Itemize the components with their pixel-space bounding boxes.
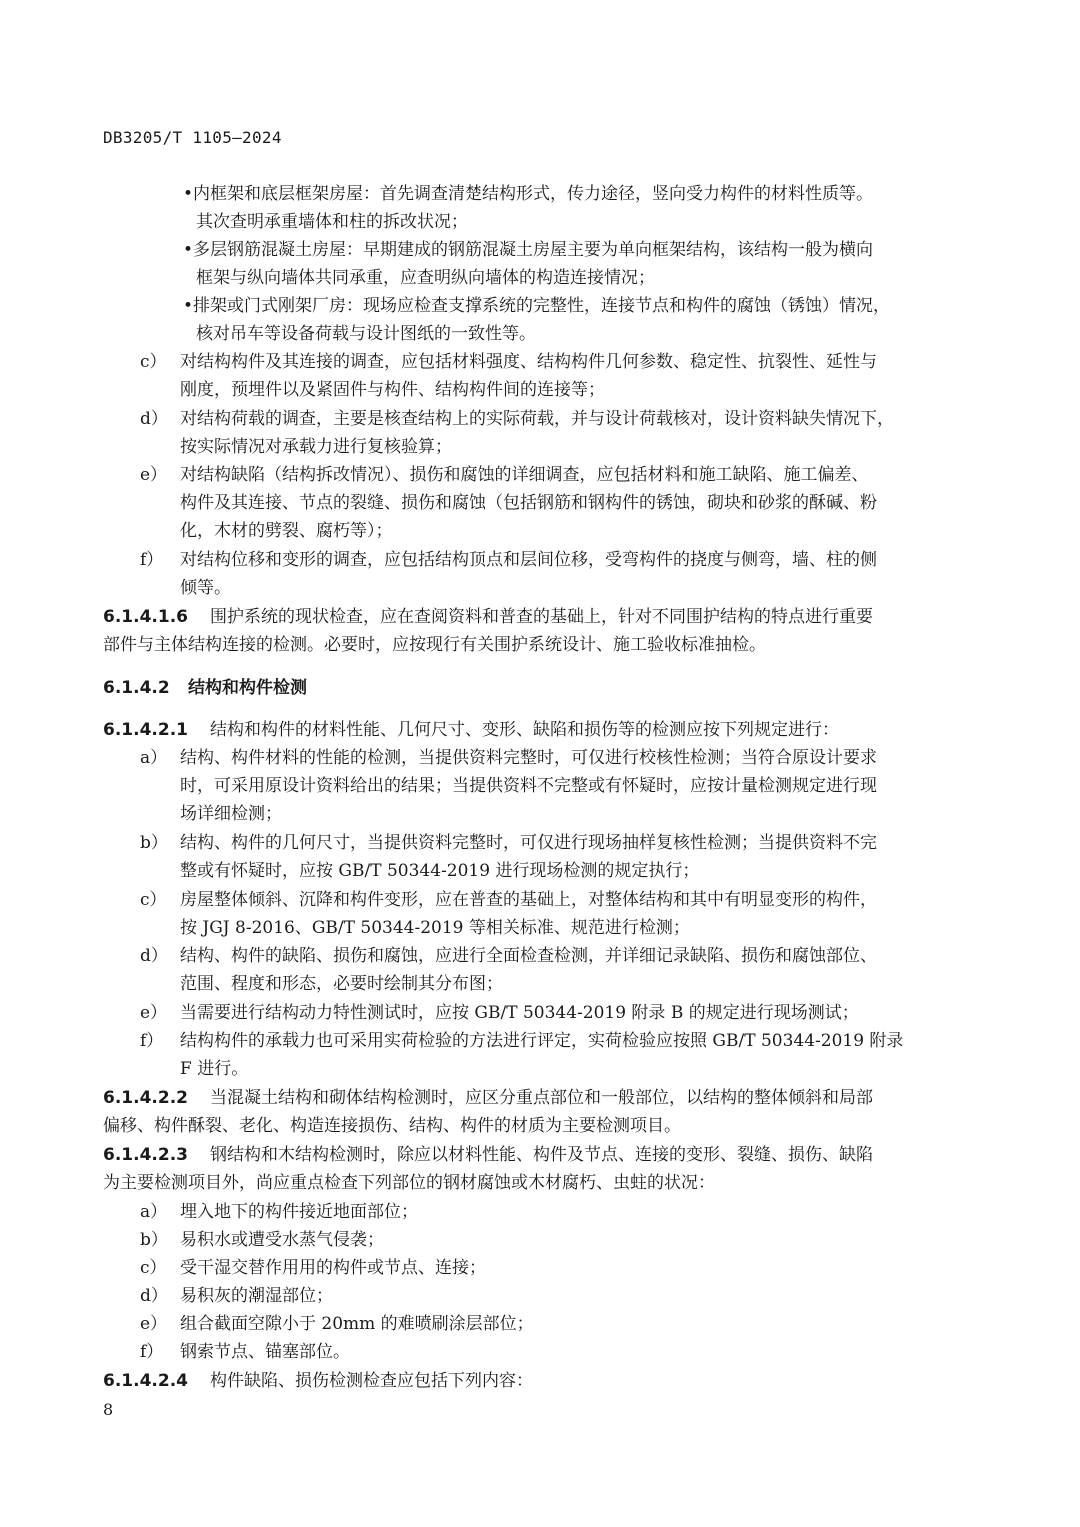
list-marker: f） xyxy=(140,550,164,570)
list-marker: c） xyxy=(140,890,167,910)
section-title: 结构和构件检测 xyxy=(188,678,307,698)
list-item-line: 整或有怀疑时，应按 GB/T 50344-2019 进行现场检测的规定执行； xyxy=(180,861,700,881)
clause-number: 6.1.4.2.2 xyxy=(103,1088,188,1108)
list-marker: d） xyxy=(140,946,168,966)
list-marker: d） xyxy=(140,1286,168,1306)
list-marker: e） xyxy=(140,1003,168,1023)
list-item-line: F 进行。 xyxy=(180,1059,249,1079)
list-item-line: 对结构荷载的调查，主要是核查结构上的实际荷载，并与设计荷载核对，设计资料缺失情况下， xyxy=(180,409,894,429)
list-marker: f） xyxy=(140,1031,164,1051)
bullet-1-line-2: 其次查明承重墙体和柱的拆改状况； xyxy=(196,212,468,232)
list-item-line: 钢索节点、锚塞部位。 xyxy=(180,1342,350,1362)
document-id-header: DB3205/T 1105—2024 xyxy=(103,128,282,147)
clause-text: 结构和构件的材料性能、几何尺寸、变形、缺陷和损伤等的检测应按下列规定进行： xyxy=(210,720,839,740)
clause-number: 6.1.4.2.1 xyxy=(103,720,188,740)
list-item-line: 对结构缺陷（结构拆改情况）、损伤和腐蚀的详细调查，应包括材料和施工缺陷、施工偏差、 xyxy=(180,465,869,485)
list-item-line: 当需要进行结构动力特性测试时，应按 GB/T 50344-2019 附录 B 的规定进行现场测试； xyxy=(180,1003,859,1023)
bullet-3-line-1: •排架或门式刚架厂房：现场应检查支撑系统的完整性，连接节点和构件的腐蚀（锈蚀）情况， xyxy=(183,296,891,316)
list-item-line: 结构、构件的缺陷、损伤和腐蚀，应进行全面检查检测，并详细记录缺陷、损伤和腐蚀部位、 xyxy=(180,946,877,966)
list-marker: b） xyxy=(140,833,168,853)
list-item-line: 化，木材的劈裂、腐朽等）； xyxy=(180,521,393,541)
list-marker: f） xyxy=(140,1342,164,1362)
list-item-line: 按 JGJ 8-2016、GB/T 50344-2019 等相关标准、规范进行检测； xyxy=(180,918,690,938)
list-item-line: 组合截面空隙小于 20mm 的难喷刷涂层部位； xyxy=(180,1314,534,1334)
list-marker: c） xyxy=(140,1258,167,1278)
section-number: 6.1.4.2 xyxy=(103,678,170,698)
bullet-2-line-2: 框架与纵向墙体共同承重，应查明纵向墙体的构造连接情况； xyxy=(196,268,655,288)
list-item-line: 结构、构件材料的性能的检测，当提供资料完整时，可仅进行校核性检测；当符合原设计要求 xyxy=(180,748,877,768)
list-item-line: 范围、程度和形态，必要时绘制其分布图； xyxy=(180,974,503,994)
page-number: 8 xyxy=(103,1400,114,1419)
list-item-line: 按实际情况对承载力进行复核验算； xyxy=(180,437,452,457)
bullet-1-line-1: •内框架和底层框架房屋：首先调查清楚结构形式，传力途径，竖向受力构件的材料性质等。 xyxy=(183,184,874,204)
list-item-line: 时，可采用原设计资料给出的结果；当提供资料不完整或有怀疑时，应按计量检测规定进行现 xyxy=(180,776,877,796)
clause-text: 部件与主体结构连接的检测。必要时，应按现行有关围护系统设计、施工验收标准抽检。 xyxy=(103,635,766,655)
clause-text: 构件缺陷、损伤检测检查应包括下列内容： xyxy=(210,1371,533,1391)
list-item-line: 倾等。 xyxy=(180,578,231,598)
clause-number: 6.1.4.2.4 xyxy=(103,1371,188,1391)
list-item-line: 对结构位移和变形的调查，应包括结构顶点和层间位移，受弯构件的挠度与侧弯，墙、柱的侧 xyxy=(180,550,877,570)
list-item-line: 场详细检测； xyxy=(180,804,282,824)
list-marker: a） xyxy=(140,1202,168,1222)
list-marker: b） xyxy=(140,1230,168,1250)
clause-text: 为主要检测项目外，尚应重点检查下列部位的钢材腐蚀或木材腐朽、虫蛀的状况： xyxy=(103,1173,715,1193)
list-marker: c） xyxy=(140,352,167,372)
bullet-2-line-1: •多层钢筋混凝土房屋：早期建成的钢筋混凝土房屋主要为单向框架结构，该结构一般为横向 xyxy=(183,240,874,260)
list-item-line: 构件及其连接、节点的裂缝、损伤和腐蚀（包括钢筋和钢构件的锈蚀，砌块和砂浆的酥碱、粉 xyxy=(180,493,877,513)
clause-number: 6.1.4.2.3 xyxy=(103,1145,188,1165)
list-item-line: 易积水或遭受水蒸气侵袭； xyxy=(180,1230,384,1250)
list-item-line: 对结构构件及其连接的调查，应包括材料强度、结构构件几何参数、稳定性、抗裂性、延性与 xyxy=(180,352,877,372)
clause-text: 当混凝土结构和砌体结构检测时，应区分重点部位和一般部位，以结构的整体倾斜和局部 xyxy=(210,1088,873,1108)
clause-text: 围护系统的现状检查，应在查阅资料和普查的基础上，针对不同围护结构的特点进行重要 xyxy=(210,607,873,627)
list-marker: e） xyxy=(140,465,168,485)
list-item-line: 刚度，预埋件以及紧固件与构件、结构构件间的连接等； xyxy=(180,380,605,400)
list-item-line: 结构构件的承载力也可采用实荷检验的方法进行评定，实荷检验应按照 GB/T 50344-2019 附录 xyxy=(180,1031,904,1051)
list-marker: d） xyxy=(140,409,168,429)
list-item-line: 结构、构件的几何尺寸，当提供资料完整时，可仅进行现场抽样复核性检测；当提供资料不完 xyxy=(180,833,877,853)
list-item-line: 易积灰的潮湿部位； xyxy=(180,1286,333,1306)
list-item-line: 埋入地下的构件接近地面部位； xyxy=(180,1202,418,1222)
list-item-line: 受干湿交替作用用的构件或节点、连接； xyxy=(180,1258,486,1278)
list-marker: a） xyxy=(140,748,168,768)
clause-text: 钢结构和木结构检测时，除应以材料性能、构件及节点、连接的变形、裂缝、损伤、缺陷 xyxy=(210,1145,873,1165)
bullet-3-line-2: 核对吊车等设备荷载与设计图纸的一致性等。 xyxy=(196,324,536,344)
list-marker: e） xyxy=(140,1314,168,1334)
list-item-line: 房屋整体倾斜、沉降和构件变形，应在普查的基础上，对整体结构和其中有明显变形的构件， xyxy=(180,890,877,910)
clause-text: 偏移、构件酥裂、老化、构造连接损伤、结构、构件的材质为主要检测项目。 xyxy=(103,1116,681,1136)
clause-number: 6.1.4.1.6 xyxy=(103,607,188,627)
